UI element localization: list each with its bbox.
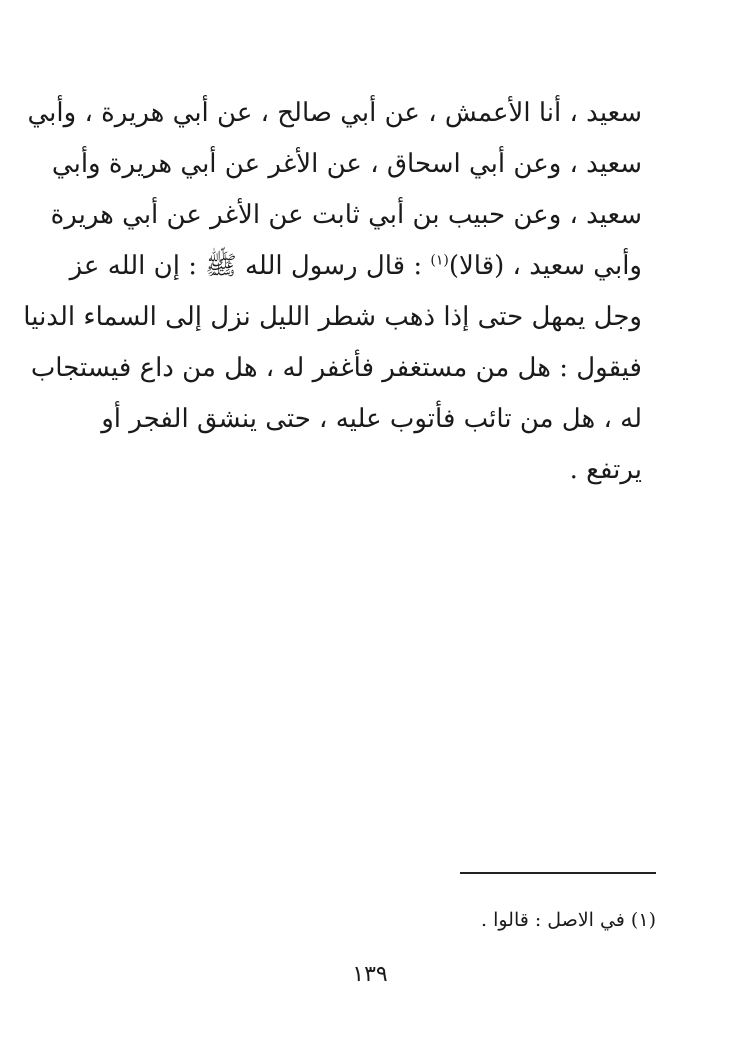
text-line-segment: : قال رسول الله ﷺ : إن الله عز bbox=[69, 251, 431, 281]
footnote-divider bbox=[460, 872, 656, 874]
text-line: له ، هل من تائب فأتوب عليه ، حتى ينشق الفجر أو bbox=[101, 404, 642, 434]
text-line: فيقول : هل من مستغفر فأغفر له ، هل من داع فيستجاب bbox=[30, 353, 642, 383]
text-line: سعيد ، أنا الأعمش ، عن أبي صالح ، عن أبي هريرة ، وأبي bbox=[27, 98, 642, 128]
footnote-reference: (١) bbox=[430, 252, 449, 269]
footnote: (١) في الاصل : قالوا . bbox=[480, 909, 656, 931]
text-line: يرتفع . bbox=[569, 455, 642, 485]
main-text bbox=[23, 88, 642, 496]
text-line: سعيد ، وعن حبيب بن أبي ثابت عن الأغر عن أبي هريرة bbox=[50, 200, 642, 230]
text-line: وجل يمهل حتى إذا ذهب شطر الليل نزل إلى السماء الدنيا bbox=[23, 302, 642, 332]
text-line: سعيد ، وعن أبي اسحاق ، عن الأغر عن أبي هريرة وأبي bbox=[51, 149, 642, 179]
text-line-segment: وأبي سعيد ، (قالا) bbox=[448, 251, 642, 281]
page-number: ١٣٩ bbox=[352, 962, 388, 987]
text-line-with-footnote-ref bbox=[69, 241, 642, 292]
